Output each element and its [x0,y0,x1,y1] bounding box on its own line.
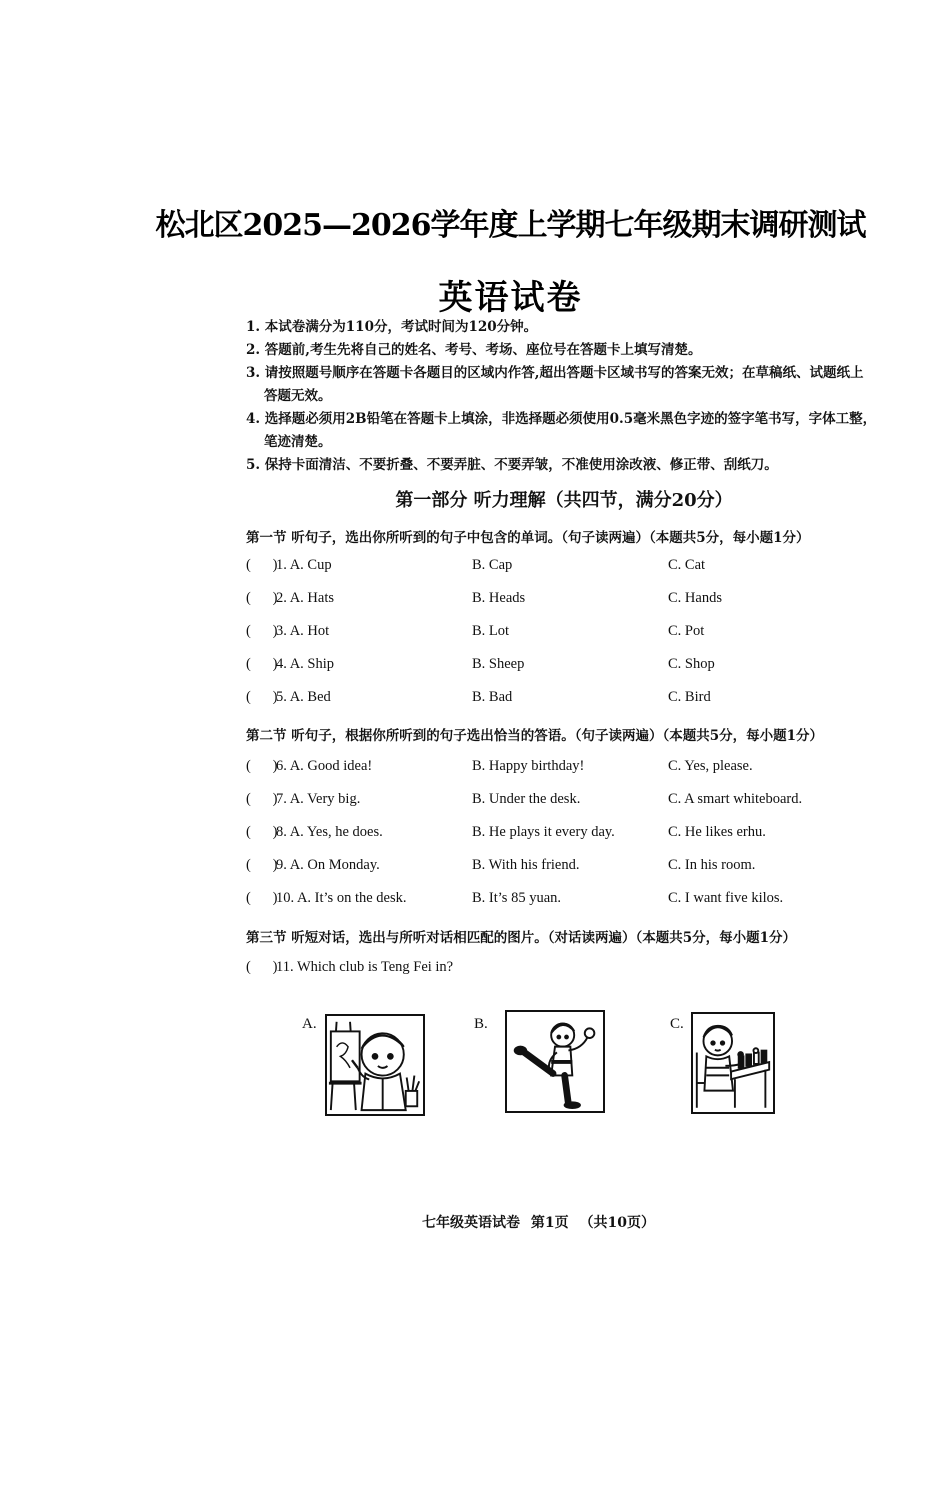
option-b: B. Happy birthday! [472,758,585,774]
answer-blank[interactable]: ( ) [246,824,278,840]
option-c: C. Cat [668,557,706,573]
section-1-heading: 第一节 听句子，选出你所听到的句子中包含的单词。（句子读两遍）（本题共5分，每小题1分） [246,530,810,546]
page-footer: 七年级英语试卷 第1页 （共10页） [422,1215,655,1231]
section-2-heading: 第二节 听句子，根据你所听到的句子选出恰当的答语。（句子读两遍）（本题共5分，每小题1分） [246,728,823,744]
question-row [246,623,868,645]
option-c: C. I want five kilos. [668,890,784,906]
instruction-1: 1. 本试卷满分为110分，考试时间为120分钟。 [246,319,538,335]
option-c: C. Yes, please. [668,758,753,774]
question-row [246,890,868,912]
answer-blank[interactable]: ( ) [246,857,278,873]
instruction-4-continued-text: 笔迹清楚。 [264,434,332,450]
instruction-3-continued-text: 答题无效。 [264,388,332,404]
picture-a-label: A. [302,1016,317,1032]
exam-subtitle: 英语试卷 [438,278,583,318]
option-a: 7. A. Very big. [276,791,361,807]
instruction-3-continued [246,385,896,408]
option-c: C. Bird [668,689,711,705]
option-b: B. Sheep [472,656,525,672]
instruction-3: 3. 请按照题号顺序在答题卡各题目的区域内作答,超出答题卡区域书写的答案无效；在草稿纸、试题纸上 [246,365,864,381]
option-b: B. He plays it every day. [472,824,615,840]
boy-painting-icon [327,1016,423,1114]
instruction-4: 4. 选择题必须用2B铅笔在答题卡上填涂，非选择题必须使用0.5毫米黑色字迹的签字笔书写，字体工整， [246,411,877,427]
answer-blank[interactable]: ( ) [246,689,278,705]
answer-blank[interactable]: ( ) [246,890,278,906]
option-c: C. Shop [668,656,715,672]
exam-title: 松北区2025—2026学年度上学期七年级期末调研测试 [155,208,866,243]
instruction-4-continued [246,431,896,454]
answer-blank[interactable]: ( ) [246,791,278,807]
option-b: B. Cap [472,557,513,573]
option-b: B. Lot [472,623,510,639]
option-a: 8. A. Yes, he does. [276,824,383,840]
question-row [246,791,868,813]
option-c: C. A smart whiteboard. [668,791,803,807]
option-a: 5. A. Bed [276,689,331,705]
option-c: C. In his room. [668,857,756,873]
option-c: C. He likes erhu. [668,824,766,840]
option-c: C. Hands [668,590,722,606]
picture-b[interactable] [505,1010,605,1113]
option-a: 6. A. Good idea! [276,758,373,774]
instruction-5: 5. 保持卡面清洁、不要折叠、不要弄脏、不要弄皱，不准使用涂改液、修正带、刮纸刀。 [246,457,778,473]
question-row [246,959,776,981]
question-row [246,590,868,612]
picture-c-label: C. [670,1016,684,1032]
instruction-2: 2. 答题前,考生先将自己的姓名、考号、考场、座位号在答题卡上填写清楚。 [246,342,702,358]
option-a: 10. A. It’s on the desk. [276,890,407,906]
option-c: C. Pot [668,623,705,639]
picture-c[interactable] [691,1012,775,1114]
answer-blank[interactable]: ( ) [246,623,278,639]
question-row [246,857,868,879]
option-a: 1. A. Cup [276,557,332,573]
question-text: 11. Which club is Teng Fei in? [276,959,454,975]
answer-blank[interactable]: ( ) [246,656,278,672]
question-row [246,557,868,579]
option-a: 9. A. On Monday. [276,857,380,873]
option-b: B. Heads [472,590,526,606]
option-a: 3. A. Hot [276,623,330,639]
option-b: B. It’s 85 yuan. [472,890,562,906]
picture-b-label: B. [474,1016,488,1032]
option-b: B. Bad [472,689,513,705]
answer-blank[interactable]: ( ) [246,959,278,975]
part-1-heading: 第一部分 听力理解（共四节，满分20分） [395,490,733,511]
section-3-heading: 第三节 听短对话，选出与所听对话相匹配的图片。（对话读两遍）（本题共5分，每小题1分） [246,930,796,946]
question-row [246,824,868,846]
question-row [246,758,868,780]
question-row [246,689,868,711]
boy-kung-fu-kick-icon [507,1012,603,1111]
option-a: 2. A. Hats [276,590,334,606]
answer-blank[interactable]: ( ) [246,557,278,573]
answer-blank[interactable]: ( ) [246,758,278,774]
question-row [246,656,868,678]
picture-a[interactable] [325,1014,425,1116]
option-b: B. With his friend. [472,857,580,873]
answer-blank[interactable]: ( ) [246,590,278,606]
option-b: B. Under the desk. [472,791,581,807]
option-a: 4. A. Ship [276,656,335,672]
instructions [246,316,896,477]
boy-playing-chess-icon [693,1014,773,1112]
